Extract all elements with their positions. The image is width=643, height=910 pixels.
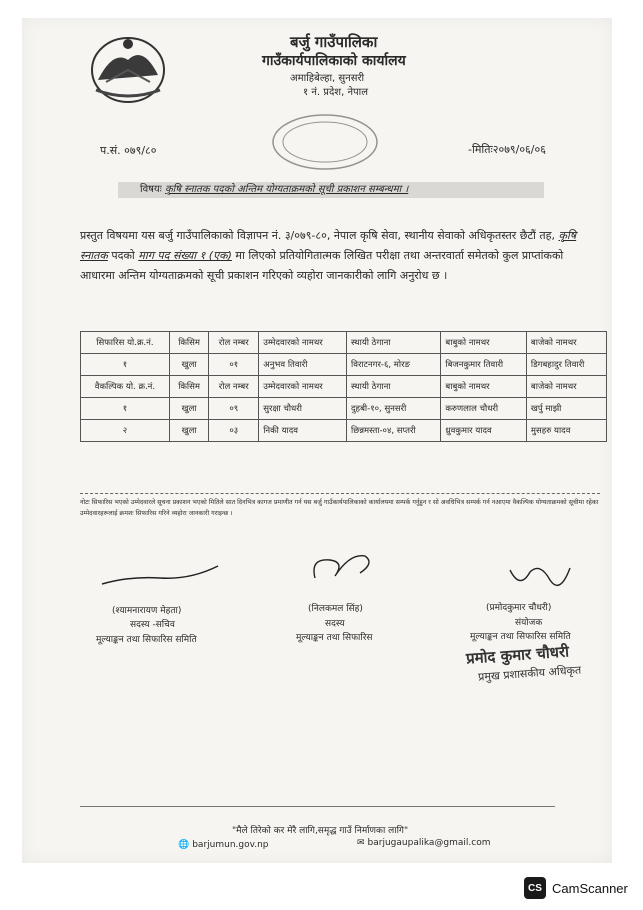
table-cell: ०१: [209, 354, 259, 376]
mail-icon: ✉: [357, 838, 365, 848]
table-cell: निकी यादव: [259, 420, 347, 442]
table-cell: उम्मेदवारको नामथर: [259, 376, 347, 398]
letter-date: -मितिः२०७९/०६/०६: [468, 143, 546, 156]
signature-2-role: सदस्य: [325, 619, 345, 629]
officer-stamp-name: प्रमोद कुमार चौधरी: [465, 642, 570, 668]
signature-1-name: (श्यामनारायण मेहता): [112, 606, 182, 616]
table-cell: खर्पु माझी: [526, 398, 606, 420]
table-row: [81, 398, 607, 420]
table-cell: ०३: [209, 420, 259, 442]
body-text-3: मा लिएको प्रतियोगितात्मक लिखित परीक्षा तथा अन्तरवार्ता समेतको कुल प्राप्तांकको आधारमा अन्तिम योग्यताक्रमको सूची प्रकाशन गरिएको व्यहोरा जानकारीको लागि अनुरोध छ ।: [80, 249, 564, 282]
subject-line: [118, 182, 544, 198]
footer-slogan: "मैले तिरेको कर मेरै लागि,समृद्ध गाउँ निर्माणका लागि": [232, 826, 409, 836]
table-cell: किसिम: [169, 332, 208, 354]
signature-2-name: (निलकमल सिंह): [308, 604, 363, 614]
table-cell: रोल नम्बर: [209, 376, 259, 398]
body-post-count: माग पद संख्या १ (एक): [138, 249, 232, 262]
letter-date-value: मितिः२०७९/०६/०६: [471, 143, 546, 156]
government-emblem-icon: [88, 30, 168, 105]
signature-1-icon: [100, 558, 220, 588]
office-name: बर्जु गाउँपालिका: [290, 33, 378, 51]
officer-stamp-role: प्रमुख प्रशासकीय अधिकृत: [477, 663, 582, 684]
signature-2-committee: मूल्याङ्कन तथा सिफारिस: [296, 633, 373, 643]
subject-label: विषयः: [140, 184, 162, 195]
table-header-row: [81, 376, 607, 398]
footer-website: [178, 840, 269, 850]
table-cell: बाजेको नामथर: [526, 376, 606, 398]
signature-3-role: संयोजक: [515, 618, 543, 628]
camscanner-logo-icon: CS: [524, 877, 546, 899]
signature-2-icon: [305, 548, 380, 588]
table-cell: डिगबहादुर तिवारी: [526, 354, 606, 376]
table-cell: बाबुको नामथर: [441, 332, 527, 354]
table-cell: स्थायी ठेगाना: [347, 332, 441, 354]
table-cell: सुरक्षा चौधरी: [259, 398, 347, 420]
table-cell: खुला: [169, 398, 208, 420]
signature-3-name: (प्रमोदकुमार चौधरी): [486, 603, 552, 613]
table-cell: रोल नम्बर: [209, 332, 259, 354]
office-seal-icon: [270, 112, 380, 172]
ward-office-name: गाउँकार्यपालिकाको कार्यालय: [262, 53, 406, 69]
table-header-row: [81, 332, 607, 354]
table-cell: सिफारिस यो.क्र.नं.: [81, 332, 170, 354]
table-cell: मुसहरु यादव: [526, 420, 606, 442]
table-cell: दुहबी-१०, सुनसरी: [347, 398, 441, 420]
table-cell: १: [81, 398, 170, 420]
table-cell: ध्रुवकुमार यादव: [441, 420, 527, 442]
office-address: अमाहिबेल्हा, सुनसरी: [290, 73, 365, 84]
globe-icon: 🌐: [178, 840, 190, 850]
office-province: १ नं. प्रदेश, नेपाल: [303, 87, 369, 98]
table-row: [81, 354, 607, 376]
table-cell: स्थायी ठेगाना: [347, 376, 441, 398]
note-text: नोटः सिफारिस भएको उम्मेदवारले सूचना प्रकाशन भएको मितिले सात दिनभित्र कागज प्रमाणीत गर्न यस बर्जु गाउँकार्यपालिकाको कार्यालयमा सम्पर्क गर्नुहुन र सो अवधिभित्र सम्पर्क गर्न नआएमा वैकल्पिक योग्यताक्रमको सूचीमा रहेका उम्मेदवारहरूलाई क्रमशः सिफारिस गरिने व्यहोरा जानकारी गराइन्छ ।: [80, 493, 600, 519]
table-row: [81, 420, 607, 442]
camscanner-watermark: [524, 877, 628, 899]
merit-list-table: [80, 331, 607, 442]
footer-email: [357, 838, 491, 848]
letter-number: प.सं. ०७९/८०: [100, 144, 157, 157]
email-text: barjugaupalika@gmail.com: [367, 838, 491, 848]
body-text-2: पदको: [111, 249, 135, 262]
subject-text: कृषि स्नातक पदको अन्तिम योग्यताक्रमको सूची प्रकाशन सम्बन्धमा ।: [164, 184, 409, 195]
table-cell: उम्मेदवारको नामथर: [259, 332, 347, 354]
table-cell: बाबुको नामथर: [441, 376, 527, 398]
table-cell: विराटनगर-६, मोरङ: [347, 354, 441, 376]
website-text: barjumun.gov.np: [192, 840, 269, 850]
table-cell: खुला: [169, 354, 208, 376]
table-cell: खुला: [169, 420, 208, 442]
camscanner-label: CamScanner: [552, 880, 628, 896]
table-cell: अनुभव तिवारी: [259, 354, 347, 376]
signature-1-committee: मूल्याङ्कन तथा सिफारिस समिति: [96, 635, 197, 645]
signature-1-role: सदस्य -सचिव: [130, 620, 175, 630]
table-cell: बिजनकुमार तिवारी: [441, 354, 527, 376]
footer-divider: [80, 806, 555, 807]
table-cell: वैकल्पिक यो. क्र.नं.: [81, 376, 170, 398]
body-text-1: प्रस्तुत विषयमा यस बर्जु गाउँपालिकाको विज्ञापन नं. ३/०७९-८०, नेपाल कृषि सेवा, स्थानीय सेवाको अधिकृतस्तर छैटौं तह,: [80, 229, 555, 242]
signature-3-committee: मूल्याङ्कन तथा सिफारिस समिति: [470, 632, 571, 642]
signature-3-icon: [505, 560, 575, 600]
table-cell: करुणलाल चौधरी: [441, 398, 527, 420]
body-post-name: कृषि स्नातक: [80, 229, 577, 262]
body-paragraph: [80, 226, 600, 286]
table-cell: छिन्नमस्ता-०४, सप्तरी: [347, 420, 441, 442]
table-cell: २: [81, 420, 170, 442]
table-cell: १: [81, 354, 170, 376]
table-cell: बाजेको नामथर: [526, 332, 606, 354]
table-cell: ०९: [209, 398, 259, 420]
table-cell: किसिम: [169, 376, 208, 398]
